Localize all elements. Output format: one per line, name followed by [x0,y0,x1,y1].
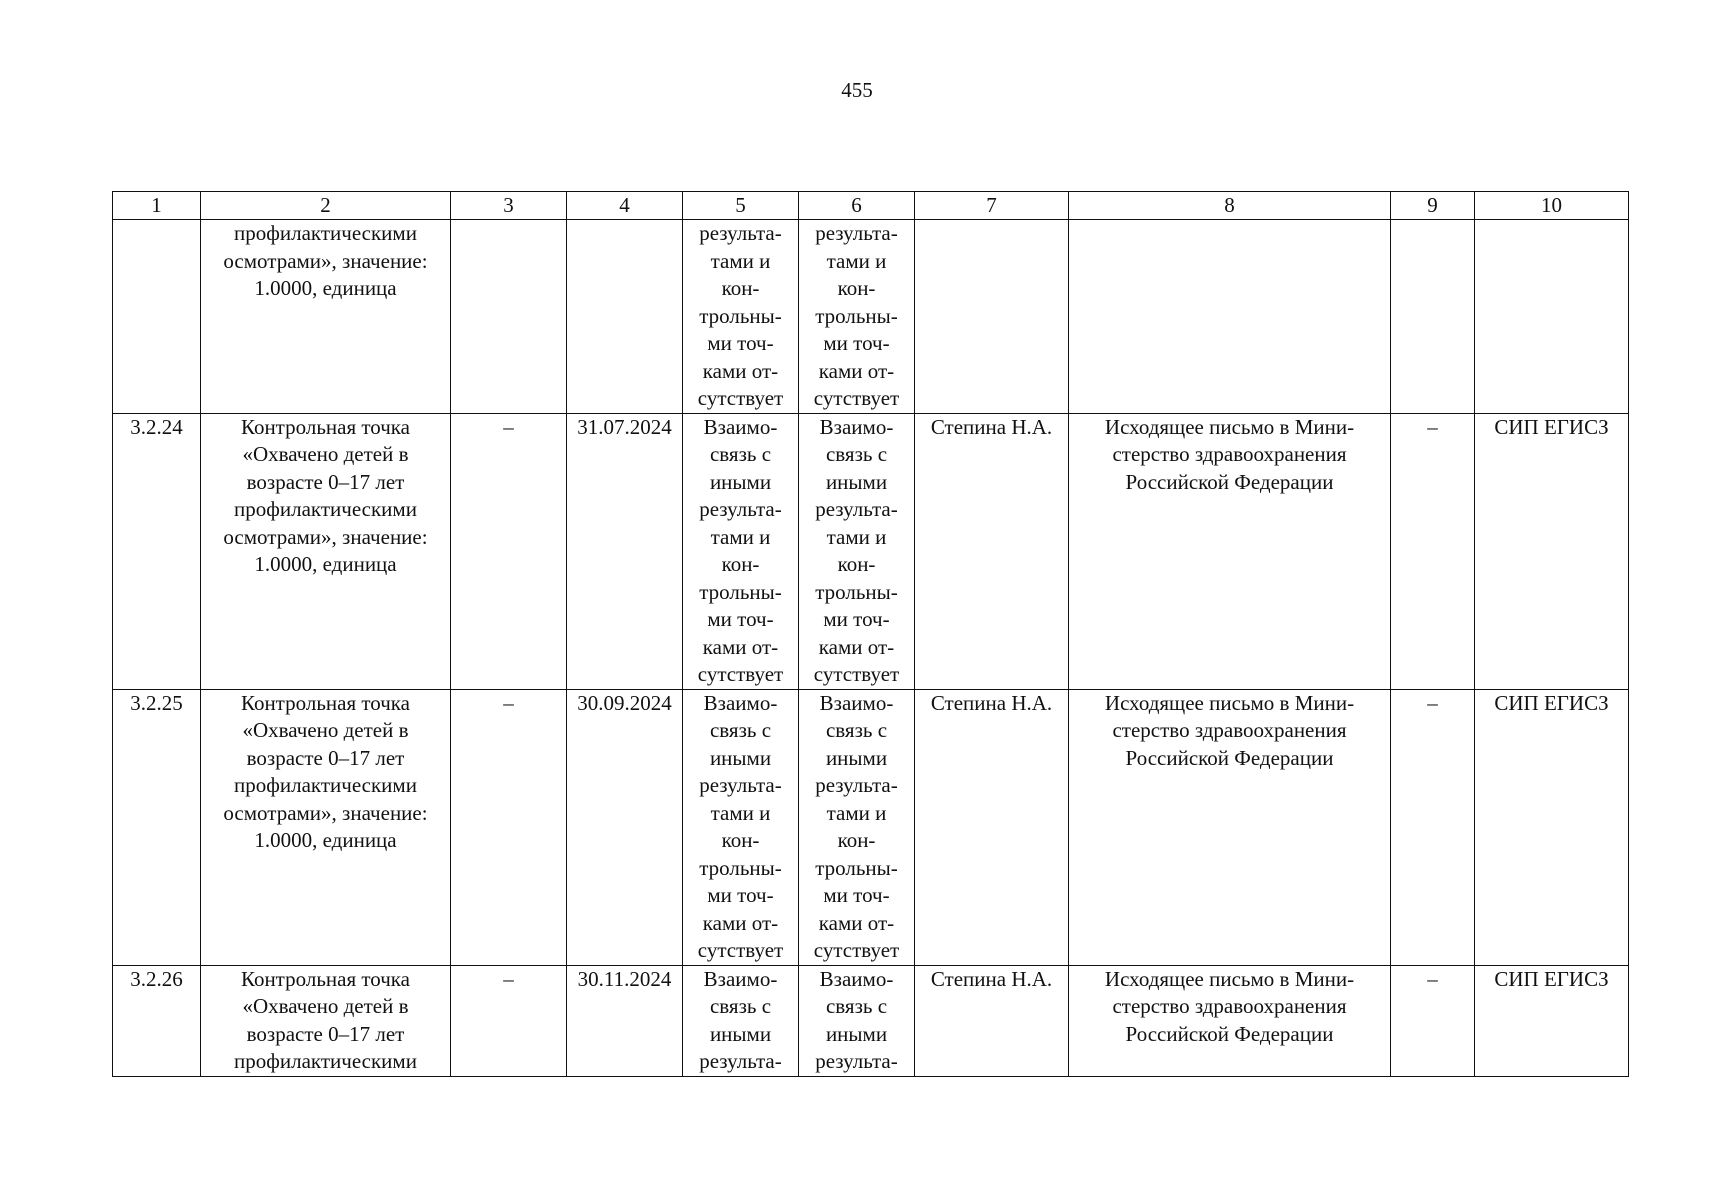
cell-number-text: 3.2.25 [130,690,183,715]
cell-date [567,689,683,965]
cell-responsible [915,689,1069,965]
cell-relation-5 [683,413,799,689]
cell-col9-text: – [1427,966,1438,991]
cell-col3-text: – [503,690,514,715]
cell-col9 [1391,965,1475,1076]
cell-date-text: 30.11.2024 [577,966,672,991]
cell-col9 [1391,689,1475,965]
plan-table [112,191,1629,1077]
column-header-7: 7 [915,192,1069,220]
column-header-10: 10 [1475,192,1629,220]
cell-col9-text: – [1427,414,1438,439]
cell-col9 [1391,413,1475,689]
cell-relation-6-text: Взаимо- связь с иными результа- тами и кон- трольны- ми точ- ками от- сутствует [813,690,900,962]
cell-date [567,220,683,414]
cell-system [1475,220,1629,414]
cell-relation-6 [799,965,915,1076]
cell-relation-5-text: Взаимо- связь с иными результа- тами и кон- трольны- ми точ- ками от- сутствует [697,690,784,962]
cell-document-text: Исходящее письмо в Мини- стерство здравоохранения Российской Федерации [1104,414,1355,494]
cell-name-text: профилактическими осмотрами», значение: 1.0000, единица [223,221,428,300]
cell-document [1069,689,1391,965]
cell-date [567,965,683,1076]
cell-col9-text: – [1427,690,1438,715]
cell-relation-5 [683,689,799,965]
cell-number-text: 3.2.26 [130,966,183,991]
column-header-2: 2 [201,192,451,220]
cell-relation-5-text: Взаимо- связь с иными результа- [699,966,782,1073]
cell-number [113,413,201,689]
cell-responsible-text: Степина Н.А. [930,966,1053,991]
cell-number [113,965,201,1076]
cell-responsible [915,220,1069,414]
cell-date-text: 31.07.2024 [577,414,672,439]
column-header-8: 8 [1069,192,1391,220]
column-header-4: 4 [567,192,683,220]
cell-col9 [1391,220,1475,414]
cell-number [113,220,201,414]
table-row-continuation [113,220,1629,414]
cell-name [201,413,451,689]
cell-col3 [451,220,567,414]
cell-system-text: СИП ЕГИСЗ [1494,414,1609,439]
cell-responsible [915,413,1069,689]
cell-col3-text: – [503,966,514,991]
cell-system-text: СИП ЕГИСЗ [1494,690,1609,715]
cell-col3 [451,965,567,1076]
cell-name [201,220,451,414]
cell-name [201,965,451,1076]
cell-number [113,689,201,965]
cell-name [201,689,451,965]
cell-relation-6 [799,689,915,965]
cell-relation-6-text: Взаимо- связь с иными результа- [815,966,898,1073]
table-row [113,413,1629,689]
cell-relation-6 [799,413,915,689]
cell-relation-5-text: Взаимо- связь с иными результа- тами и кон- трольны- ми точ- ками от- сутствует [697,414,784,686]
column-header-5: 5 [683,192,799,220]
cell-col3 [451,413,567,689]
cell-system [1475,689,1629,965]
cell-date [567,413,683,689]
cell-document [1069,965,1391,1076]
cell-system [1475,413,1629,689]
cell-relation-6 [799,220,915,414]
cell-document-text: Исходящее письмо в Мини- стерство здравоохранения Российской Федерации [1104,966,1355,1046]
cell-relation-6-text: результа- тами и кон- трольны- ми точ- ками от- сутствует [813,221,900,410]
column-header-9: 9 [1391,192,1475,220]
cell-responsible [915,965,1069,1076]
cell-system-text: СИП ЕГИСЗ [1494,966,1609,991]
cell-document [1069,413,1391,689]
column-header-1: 1 [113,192,201,220]
cell-name-text: Контрольная точка «Охвачено детей в возрасте 0–17 лет профилактическими осмотрами», значение: 1.0000, единица [223,690,428,852]
table-header-row [113,192,1629,220]
column-header-6: 6 [799,192,915,220]
cell-document-text: Исходящее письмо в Мини- стерство здравоохранения Российской Федерации [1104,690,1355,770]
page-number: 455 [841,78,873,102]
cell-name-text: Контрольная точка «Охвачено детей в возрасте 0–17 лет профилактическими осмотрами», значение: 1.0000, единица [223,414,428,576]
table-row [113,965,1629,1076]
column-header-3: 3 [451,192,567,220]
cell-number-text: 3.2.24 [130,414,183,439]
cell-document [1069,220,1391,414]
cell-system [1475,965,1629,1076]
cell-relation-5-text: результа- тами и кон- трольны- ми точ- ками от- сутствует [697,221,784,410]
cell-col3-text: – [503,414,514,439]
cell-date-text: 30.09.2024 [577,690,672,715]
cell-col3 [451,689,567,965]
cell-name-text: Контрольная точка «Охвачено детей в возрасте 0–17 лет профилактическими [234,966,417,1073]
cell-responsible-text: Степина Н.А. [930,414,1053,439]
cell-relation-5 [683,220,799,414]
cell-responsible-text: Степина Н.А. [930,690,1053,715]
cell-relation-6-text: Взаимо- связь с иными результа- тами и кон- трольны- ми точ- ками от- сутствует [813,414,900,686]
table-row [113,689,1629,965]
cell-relation-5 [683,965,799,1076]
